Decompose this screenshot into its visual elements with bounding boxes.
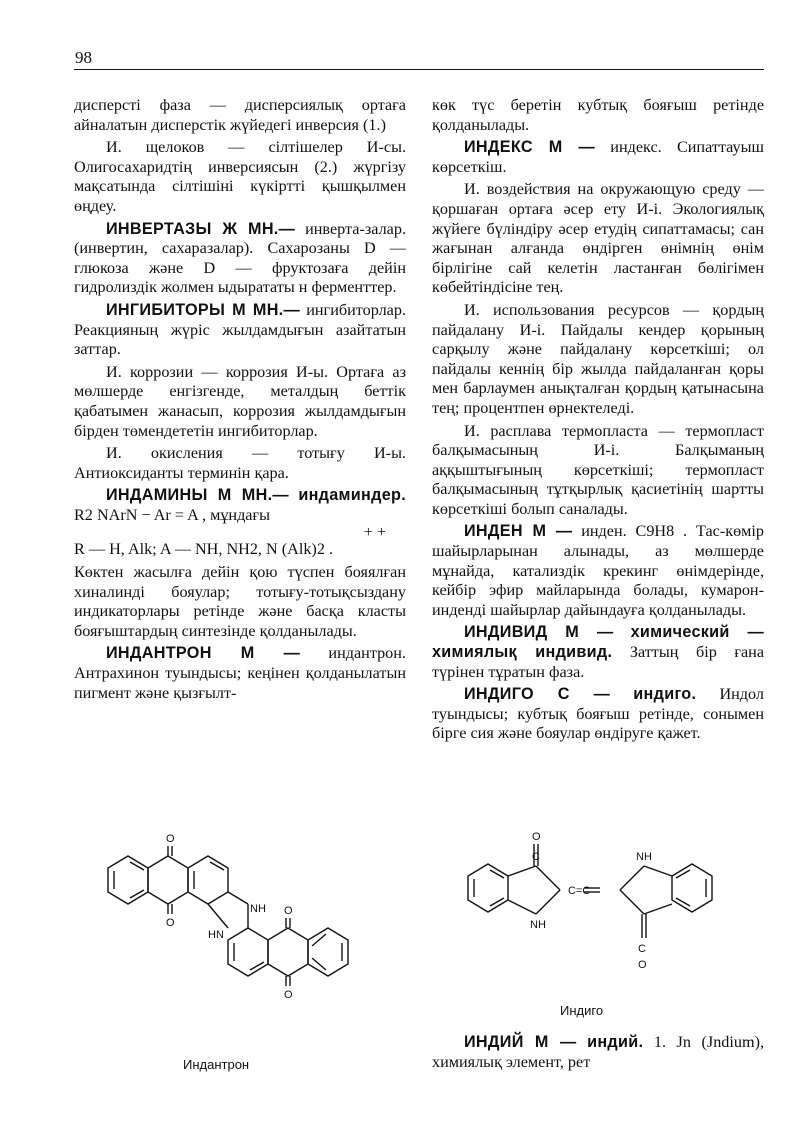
paragraph: И. окисления — тотығу И-ы. Антиоксиданты терминін қара.: [74, 444, 406, 482]
atom-label: C: [532, 851, 540, 863]
paragraph: көк түс беретін кубтық бояғыш ретінде қолданылады.: [432, 96, 764, 134]
indantron-diagram: [90, 820, 390, 1035]
entry-ingibitory: [74, 301, 406, 360]
headword-translation: индиго.: [633, 685, 697, 704]
right-column: [432, 96, 764, 747]
entry-individ: [432, 623, 764, 682]
headword-translation: химический — химиялық индивид.: [432, 623, 765, 662]
paragraph: И. расплава термопласта — термопласт балқымасының И-і. Балқыманың аққыштығының көрсеткіші; термопласт балқымасының тұтқырлық қасиетінің шартты көрсеткіші болып саналады.: [432, 421, 764, 518]
formula-definitions: R — H, Alk; A — NH, NH2, N (Alk)2 .: [74, 540, 334, 559]
atom-label: O: [284, 905, 293, 917]
indantron-structure: [90, 820, 390, 1035]
entry-text: индекс. Сипаттауыш көрсеткіш.: [432, 138, 764, 176]
formula: R2 NArN − Ar = A , мұндағы: [74, 505, 271, 524]
entry-text: инверта-залар. (инвертин, сахаразалар). Сахарозаны D — глюкоза және D — фруктозаға дейін гидролиздік жолмен ыдырататы н ферменттер.: [74, 219, 406, 297]
headword: ИНГИБИТОРЫ М МН.—: [106, 300, 300, 319]
entry-indaminy: [74, 486, 406, 525]
indigo-structure: [450, 818, 770, 988]
paragraph: дисперсті фаза — дисперсиялық ортаға айналатын дисперстік жүйедегі инверсия (1.): [74, 96, 406, 134]
entry-indantron: [74, 644, 406, 703]
left-column: [74, 96, 406, 706]
headword: ИНДИЙ М —: [464, 1033, 577, 1051]
headword-translation: индаминдер.: [298, 486, 406, 505]
page-number: 98: [75, 48, 92, 67]
atom-label: NH: [250, 903, 266, 915]
atom-label: NH: [636, 851, 652, 863]
atom-label: C: [638, 943, 646, 955]
headword: ИНДИВИД М —: [464, 623, 614, 642]
paragraph: И. коррозии — коррозия И-ы. Ортаға аз мөлшерде енгізгенде, металдың беттік қабатымен жанасып, коррозия жылдамдығын бірден төмендететін ингибиторлар.: [74, 362, 406, 440]
headword: ИНДАНТРОН М —: [106, 644, 301, 663]
indantron-caption: Индантрон: [183, 1057, 250, 1072]
entry-text: ингибиторлар. Реакцияның жүріс жылдамдығын азайтатын заттар.: [74, 300, 406, 359]
header-rule: [74, 69, 764, 70]
atom-label: O: [284, 989, 293, 1001]
headword: ИНДАМИНЫ М МН.—: [106, 486, 289, 505]
indigo-caption: Индиго: [560, 1003, 604, 1018]
atom-label: NH: [530, 919, 546, 931]
atom-label: O: [532, 831, 541, 843]
paragraph: И. использования ресурсов — қордың пайдалану И-і. Пайдалы кендер қорының сарқылу және пайдалану көрсеткіші; ол пайдалы кеннің бір жылда пайдаланған қоры мен барлаумен анықталған қордың қатынасына тең; процентпен өрнектеледі.: [432, 300, 764, 417]
entry-text: Заттың бір ғана түрінен тұратын фаза.: [432, 643, 765, 681]
entry-invertazy: [74, 220, 406, 298]
headword: ИНДИГО С —: [464, 685, 611, 704]
formula-charges: + +: [363, 523, 386, 542]
entry-paragraph: [432, 1032, 764, 1072]
headword: ИНДЕН М —: [464, 522, 573, 541]
entry-indeks: [432, 138, 764, 177]
entry-text: 1. Jn (Jndium), химиялық элемент, рет: [432, 1033, 765, 1071]
atom-label: O: [166, 833, 175, 845]
headword: ИНВЕРТАЗЫ Ж МН.—: [106, 219, 296, 238]
headword-translation: индий.: [587, 1033, 644, 1051]
indigo-diagram: [450, 818, 770, 988]
atom-label: HN: [208, 929, 224, 941]
headword: ИНДЕКС М —: [464, 138, 596, 157]
entry-text: индантрон. Антрахинон туындысы; кеңінен қолданылатын пигмент және қызғылт-: [74, 644, 406, 702]
entry-indigo: [432, 685, 764, 744]
entry-inden: [432, 522, 764, 620]
entry-text: инден. C9H8 . Тас-көмір шайырларынан алынады, аз мөлшерде мұнайда, катализдік крекинг өнімдерінде, кейбір эфир майларында болады, кумарон-инденді шайырлар дайындауға қолданылады.: [432, 522, 764, 619]
paragraph: Көктен жасылға дейін қою түспен бояялған хиналинді бояулар; тотығу-тотықсыздану индикаторлары ретінде және басқа класты бояғыштардың синтезінде қолданылады.: [74, 563, 406, 640]
paragraph: И. щелоков — сілтішелер И-сы. Олигосахаридтің инверсиясын (2.) жүргізу мақсатында сілтішіні күкіртті қышқылмен өңдеу.: [74, 138, 406, 215]
atom-label: O: [638, 959, 647, 971]
paragraph: И. воздействия на окружающую среду — қоршаған ортаға әсер ету И-і. Экологиялық жүйеге бүліндіру әсер етудің сипаттамасы; сан жағынан алғанда өндірген өнімнің өнім бірлігіне сай келетін ластанған бөлігімен көбейтіндісіне тең.: [432, 180, 764, 297]
atom-label: O: [166, 917, 175, 929]
entry-indii: [432, 1032, 764, 1072]
atom-label: C=C: [568, 885, 591, 897]
entry-text: Индол туындысы; кубтық бояғыш ретінде, сонымен бірге сия және бояулар өндіруге қажет.: [432, 685, 764, 743]
